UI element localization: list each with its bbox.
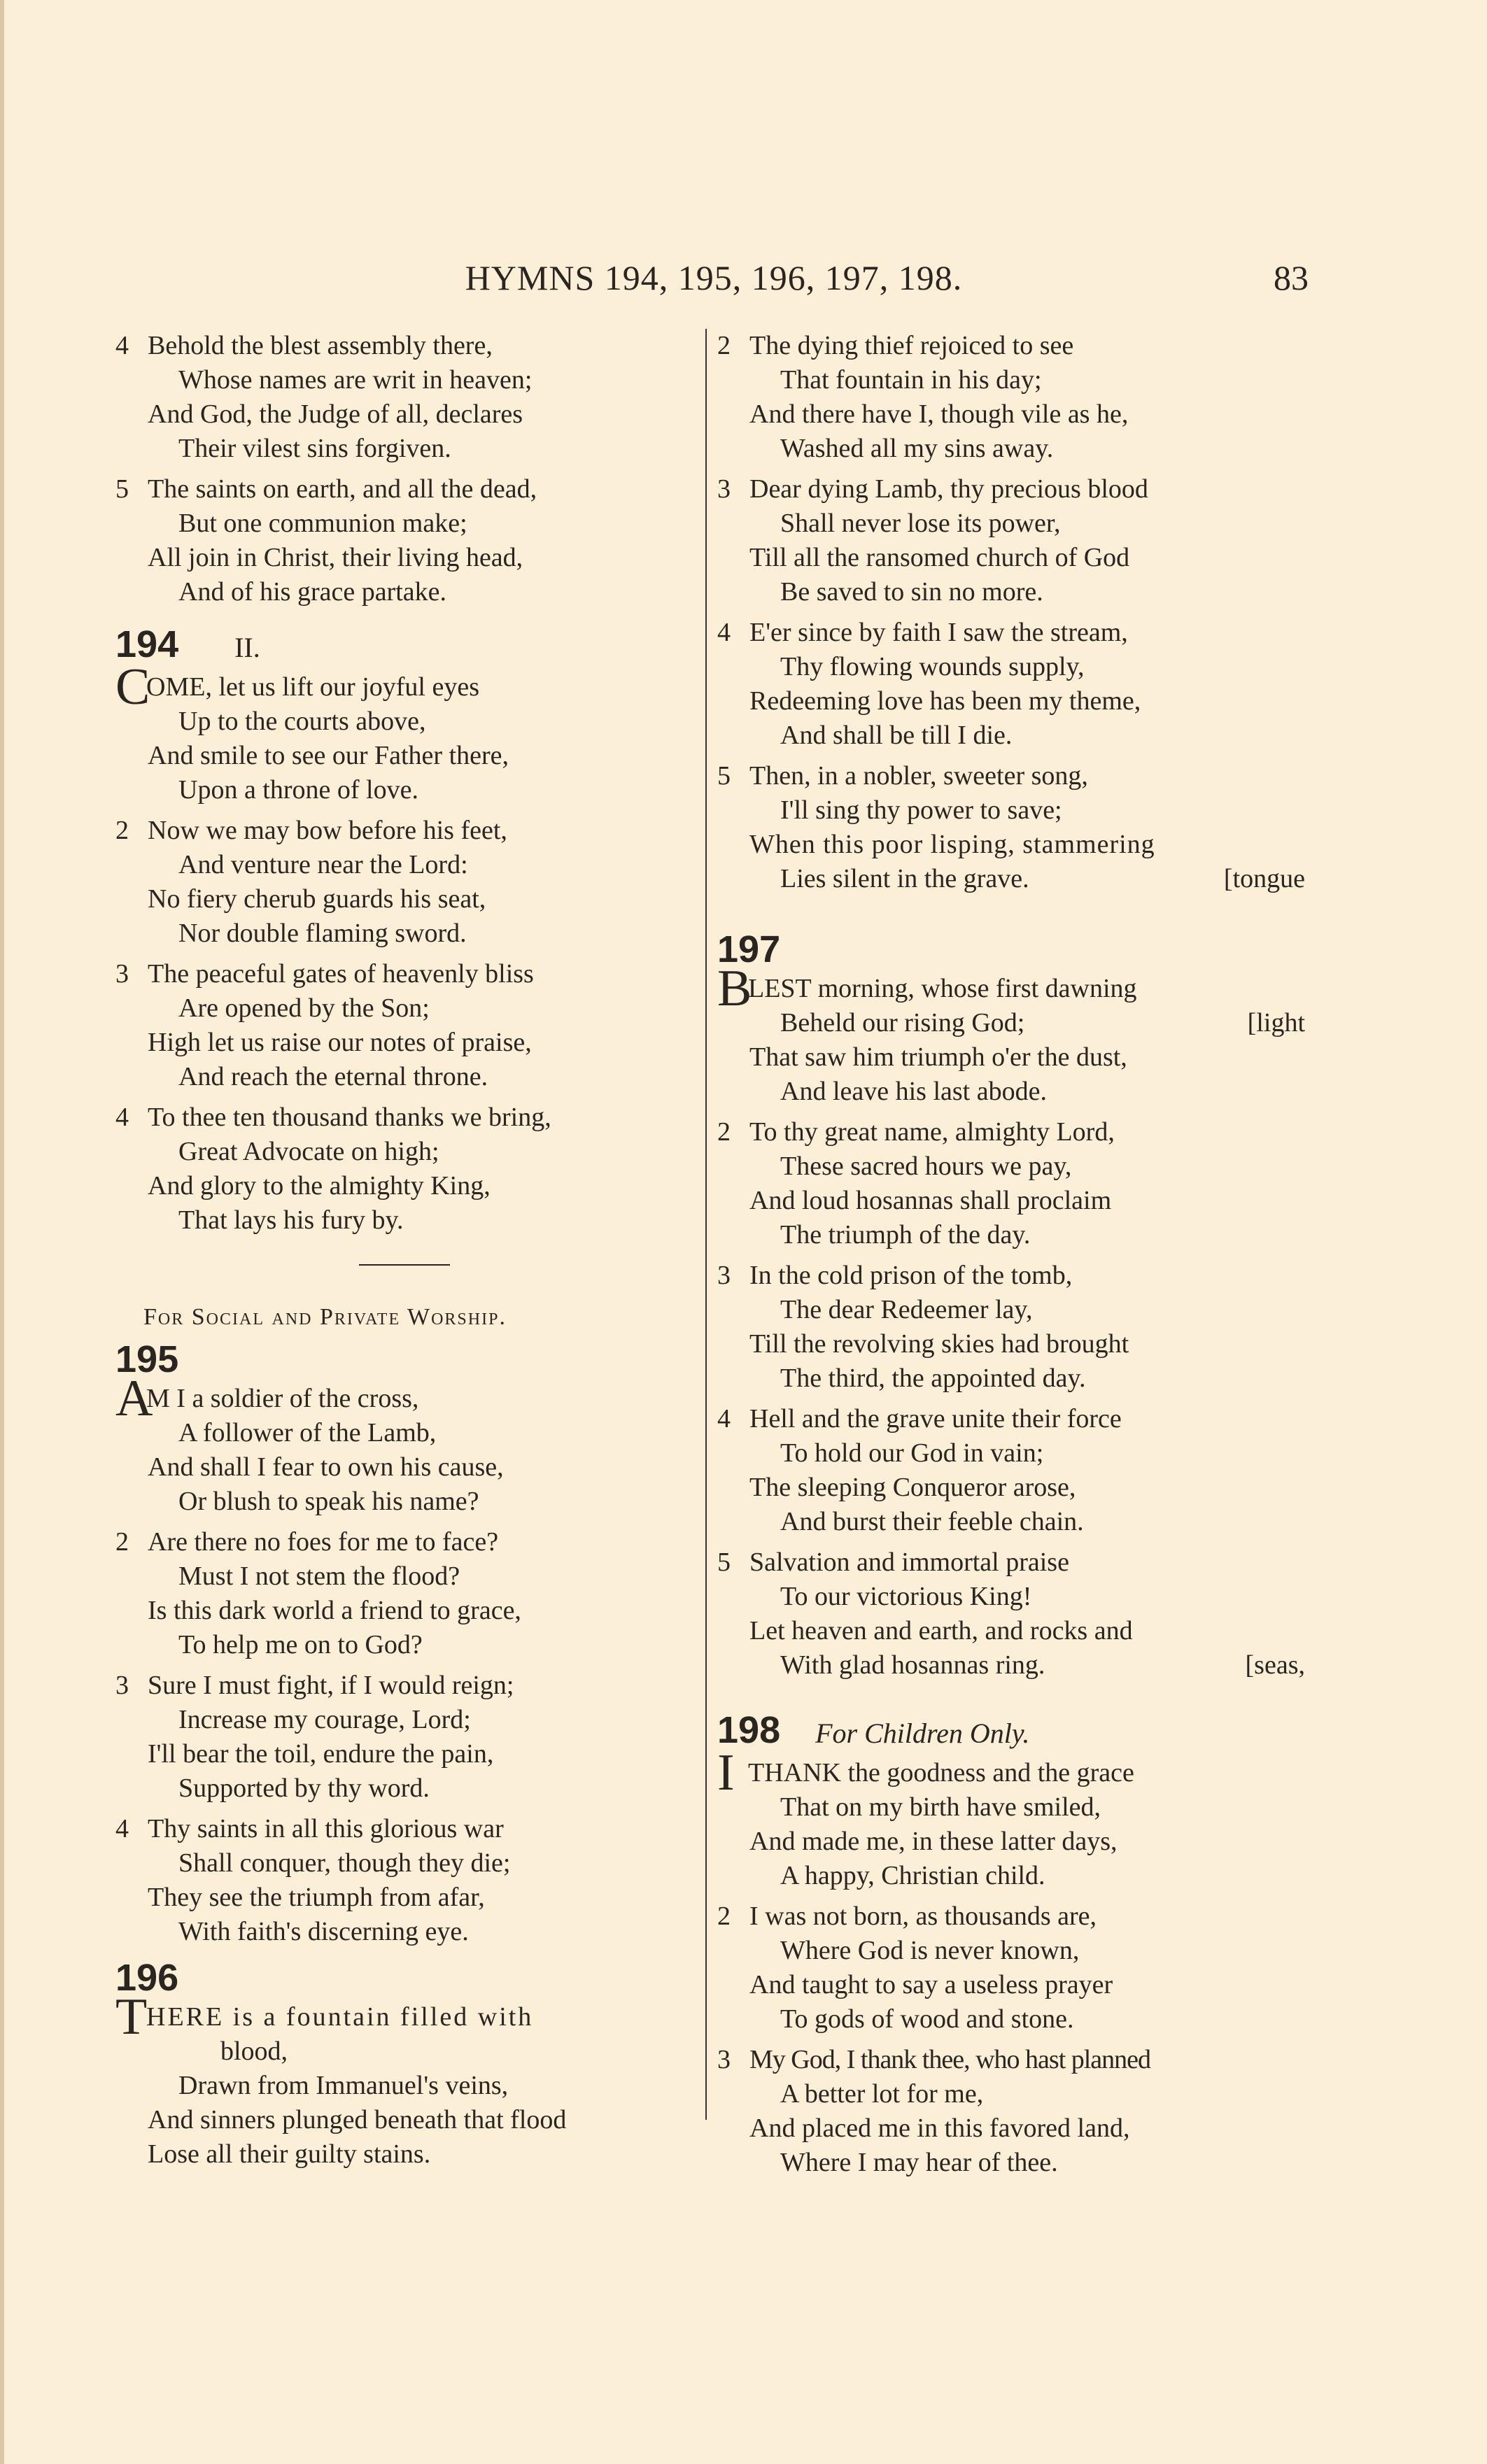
text-line: The triumph of the day. [780,1220,1031,1249]
text-line: 196 [115,1957,179,1999]
text-line: To hold our God in vain; [780,1438,1044,1468]
stanza [717,616,1305,753]
text-line: Shall never lose its power, [780,509,1061,538]
text-line: Must I not stem the flood? [178,1562,460,1591]
text-line: And sinners plunged beneath that flood [148,2105,567,2134]
text-line: And taught to say a useless prayer [749,1970,1113,1999]
verse-line [115,1370,696,1427]
text-line: Behold the blest assembly there, [148,331,493,360]
verse-line [115,957,696,991]
text-line: 4 [115,1814,129,1843]
text-line: Lose all their guilty stains. [148,2139,431,2169]
verse-line [717,862,1305,896]
text-line: When this poor lisping, stammering [749,830,1155,859]
text-line: Thy saints in all this glorious war [148,1814,504,1843]
text-line: Sure I must fight, if I would reign; [148,1671,514,1700]
text-line: Where I may hear of thee. [780,2148,1058,2177]
text-line: That saw him triumph o'er the dust, [749,1042,1127,1072]
text-line: 195 [115,1338,179,1380]
page-title: HYMNS 194, 195, 196, 197, 198. [465,258,963,297]
text-line: II. [234,632,260,663]
verse-line [717,329,1305,363]
text-line: Is this dark world a friend to grace, [148,1596,521,1625]
text-line: In the cold prison of the tomb, [749,1261,1073,1290]
section-heading: For Social and Private Worship. [143,1304,507,1330]
text-line: Beheld our rising God; [780,1008,1025,1038]
text-line: That fountain in his day; [780,365,1042,395]
stanza [717,1115,1305,1252]
text-line: 3 [115,1671,129,1700]
verse-line [115,1812,696,1846]
text-line: And of his grace partake. [178,577,447,607]
text-line: 2 [115,1527,129,1557]
verse-line [717,1545,1305,1580]
verse-line [717,616,1305,650]
text-line: To gods of wood and stone. [780,2004,1074,2034]
text-line: The dear Redeemer lay, [780,1295,1033,1324]
text-line: 4 [717,1404,731,1433]
stanza [115,1370,696,1519]
verse-line [115,1669,696,1703]
text-line: High let us raise our notes of praise, [148,1028,532,1057]
verse-line [115,329,696,363]
column-divider [705,329,707,2120]
verse-line [717,1115,1305,1149]
text-line: Up to the courts above, [178,707,426,736]
verse-line [717,960,1305,1017]
text-line: blood, [220,2037,288,2066]
text-line: 3 [717,474,731,504]
text-line: 4 [115,331,129,360]
verse-line [717,1259,1305,1293]
text-line: 3 [115,959,129,989]
text-line: THANK the goodness and the grace [748,1758,1134,1787]
verse-line [717,1744,1305,1801]
stanza [717,1744,1305,1893]
text-line: They see the triumph from afar, [148,1883,485,1912]
text-line: LEST morning, whose first dawning [748,974,1137,1003]
hymn-number-194 [115,622,696,670]
text-line: Or blush to speak his name? [178,1487,479,1516]
text-line: OME, let us lift our joyful eyes [146,672,479,702]
text-line: Let heaven and earth, and rocks and [749,1616,1133,1645]
stanza [115,1988,696,2172]
drop-cap: A [115,1370,153,1427]
text-line: A follower of the Lamb, [178,1418,437,1447]
page-number: 83 [1274,258,1309,297]
stanza [717,1899,1305,2037]
text-line: With glad hosannas ring. [780,1650,1045,1680]
text-line: Lies silent in the grave. [780,864,1029,893]
text-line: A better lot for me, [780,2079,984,2109]
text-line: 2 [717,1117,731,1147]
verse-line [115,472,696,507]
text-line: To thee ten thousand thanks we bring, [148,1103,551,1132]
text-line: I'll sing thy power to save; [780,795,1062,825]
text-line: 2 [115,816,129,845]
text-line: Whose names are writ in heaven; [178,365,533,395]
text-line: No fiery cherub guards his seat, [148,884,486,914]
text-line: [seas, [1245,1650,1305,1680]
drop-cap: T [115,1988,148,2046]
text-line: And placed me in this favored land, [749,2113,1130,2143]
text-line: The dying thief rejoiced to see [749,331,1074,360]
text-line: 198 [717,1709,781,1751]
text-line: Till all the ransomed church of God [749,543,1130,572]
text-line: I was not born, as thousands are, [749,1902,1097,1931]
text-line: 2 [717,1902,731,1931]
text-line: M I a soldier of the cross, [146,1384,419,1413]
text-line: All join in Christ, their living head, [148,543,523,572]
stanza [717,1545,1305,1683]
text-line: Are opened by the Son; [178,993,430,1023]
text-line: Great Advocate on high; [178,1137,439,1166]
running-header [119,257,1309,299]
text-line: I'll bear the toil, endure the pain, [148,1739,494,1769]
text-line: Thy flowing wounds supply, [780,652,1085,681]
stanza [115,957,696,1094]
text-line: Hell and the grave unite their force [749,1404,1122,1433]
text-line: Till the revolving skies had brought [749,1329,1129,1359]
hymn-number-198 [717,1708,1305,1756]
text-line: And reach the eternal throne. [178,1062,488,1091]
stanza [115,1100,696,1238]
text-line: [light [1247,1008,1305,1038]
stanza [717,960,1305,1109]
page-edge [0,0,4,2464]
stanza [115,1812,696,1949]
section-rule [359,1264,450,1266]
stanza [717,2043,1305,2180]
text-line: HERE is a fountain filled with [146,2002,534,2032]
stanza [115,1669,696,1806]
text-line: 4 [717,618,731,647]
text-line: Drawn from Immanuel's veins, [178,2071,509,2100]
text-line: Where God is never known, [780,1936,1080,1965]
text-line: And leave his last abode. [780,1077,1047,1106]
verse-line [115,658,696,716]
text-line: And made me, in these latter days, [749,1827,1118,1856]
text-line: 5 [115,474,129,504]
verse-line [717,1006,1305,1040]
stanza [717,1259,1305,1396]
text-line: And burst their feeble chain. [780,1507,1084,1536]
text-line: And loud hosannas shall proclaim [749,1186,1112,1215]
text-line: And shall be till I die. [780,721,1013,750]
drop-cap: B [717,960,752,1017]
stanza [115,329,696,466]
text-line: Now we may bow before his feet, [148,816,507,845]
text-line: 4 [115,1103,129,1132]
stanza [115,1525,696,1662]
text-line: 197 [717,928,781,970]
text-line: To thy great name, almighty Lord, [749,1117,1115,1147]
text-line: Be saved to sin no more. [780,577,1043,607]
text-line: And there have I, though vile as he, [749,399,1129,429]
verse-line [717,759,1305,793]
text-line: My God, I thank thee, who hast planned [749,2045,1151,2074]
text-line: Redeeming love has been my theme, [749,686,1141,716]
text-line: Then, in a nobler, sweeter song, [749,761,1088,791]
text-line: Washed all my sins away. [780,434,1054,463]
text-line: And smile to see our Father there, [148,741,509,770]
text-line: The peaceful gates of heavenly bliss [148,959,534,989]
text-line: 2 [717,331,731,360]
text-line: [tongue [1223,864,1305,893]
stanza [717,329,1305,466]
text-line: For Children Only. [815,1718,1030,1749]
verse-line [717,1899,1305,1934]
left-column [115,329,696,2178]
hymn-number-195 [115,1337,696,1382]
text-line: 5 [717,1548,731,1577]
drop-cap: I [717,1744,735,1801]
stanza [717,1402,1305,1539]
right-column [717,329,1305,2186]
text-line: The saints on earth, and all the dead, [148,474,537,504]
stanza [115,658,696,807]
text-line: E'er since by faith I saw the stream, [749,618,1128,647]
text-line: Dear dying Lamb, thy precious blood [749,474,1148,504]
text-line: Their vilest sins forgiven. [178,434,451,463]
text-line: Salvation and immortal praise [749,1548,1069,1577]
drop-cap: C [115,658,150,716]
verse-line [717,2043,1305,2077]
text-line: Are there no foes for me to face? [148,1527,499,1557]
text-line: 194 [115,623,179,665]
text-line: Supported by thy word. [178,1773,430,1803]
verse-line [717,1402,1305,1436]
text-line: And glory to the almighty King, [148,1171,491,1201]
verse-line [115,814,696,848]
text-line: And shall I fear to own his cause, [148,1452,504,1482]
verse-line [115,1525,696,1559]
text-line: And God, the Judge of all, declares [148,399,523,429]
text-line: These sacred hours we pay, [780,1152,1072,1181]
stanza [115,814,696,951]
text-line: 3 [717,1261,731,1290]
text-line: The third, the appointed day. [780,1364,1086,1393]
text-line: To help me on to God? [178,1630,423,1659]
stanza [717,472,1305,609]
text-line: A happy, Christian child. [780,1861,1045,1890]
stanza [115,472,696,609]
text-line: To our victorious King! [780,1582,1032,1611]
text-line: Nor double flaming sword. [178,919,467,948]
verse-line [717,1648,1305,1683]
stanza [717,759,1305,896]
text-line: Upon a throne of love. [178,775,418,805]
verse-line [717,472,1305,507]
text-line: 3 [717,2045,731,2074]
hymn-number-196 [115,1955,696,2000]
text-line: That on my birth have smiled, [780,1792,1101,1822]
text-line: The sleeping Conqueror arose, [749,1473,1076,1502]
text-line: But one communion make; [178,509,467,538]
text-line: With faith's discerning eye. [178,1917,469,1946]
text-line: That lays his fury by. [178,1205,404,1235]
hymn-number-197 [717,927,1305,972]
verse-line [115,1100,696,1135]
text-line: And venture near the Lord: [178,850,468,879]
text-line: Shall conquer, though they die; [178,1848,511,1878]
text-line: Increase my courage, Lord; [178,1705,471,1734]
text-line: 5 [717,761,731,791]
verse-line [115,1988,696,2046]
